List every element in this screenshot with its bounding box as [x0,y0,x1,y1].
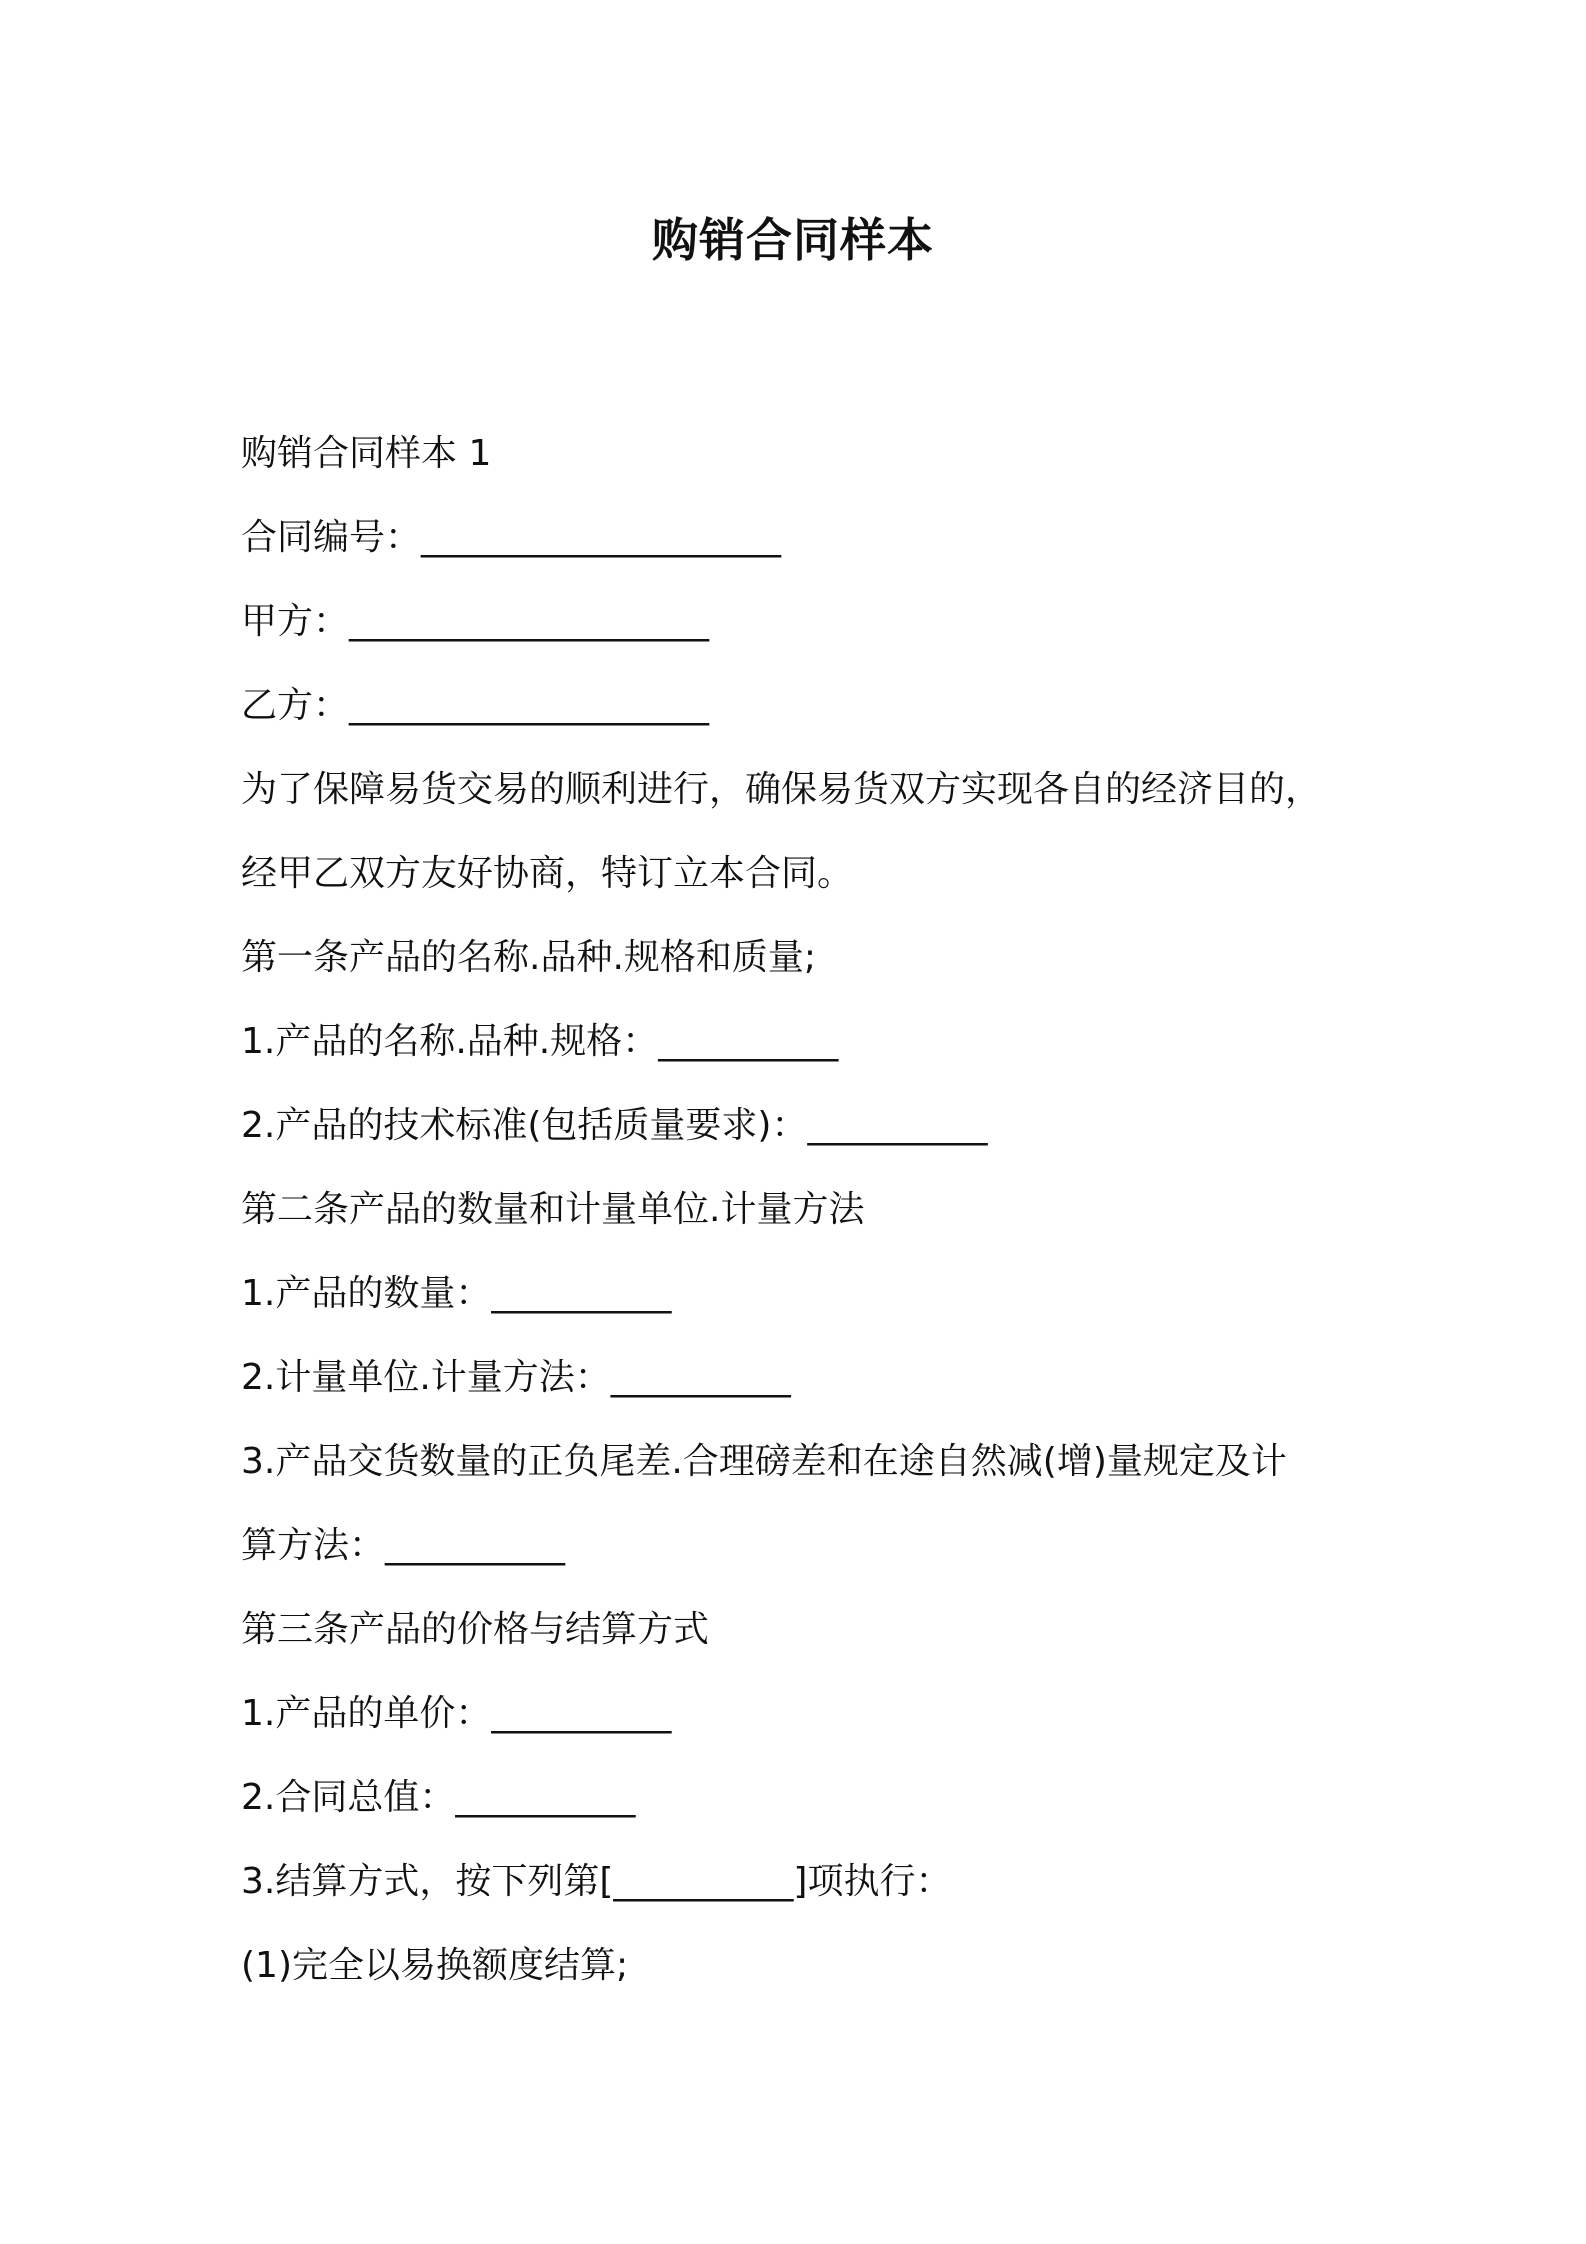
article-2-item-3-line-1: 3.产品交货数量的正负尾差.合理磅差和在途自然减(增)量规定及计 [241,1441,1287,1482]
preamble-line-1: 为了保障易货交易的顺利进行，确保易货双方实现各自的经济目的， [241,769,1322,810]
article-3-item-2: 2.合同总值：__________ [241,1777,636,1818]
article-3-item-3: 3.结算方式，按下列第[__________]项执行： [241,1861,952,1902]
article-2-item-2: 2.计量单位.计量方法：__________ [241,1357,791,1398]
section-heading: 购销合同样本 1 [241,433,492,474]
article-2-item-3-line-2: 算方法：__________ [241,1525,566,1566]
article-1-item-2: 2.产品的技术标准(包括质量要求)：__________ [241,1105,988,1146]
preamble-line-2: 经甲乙双方友好协商，特订立本合同。 [241,853,854,894]
article-3-item-1: 1.产品的单价：__________ [241,1693,672,1734]
party-a-field: 甲方：____________________ [241,601,710,642]
article-3-heading: 第三条产品的价格与结算方式 [241,1609,710,1650]
document-title: 购销合同样本 [652,213,934,267]
document-body [241,412,1381,2008]
article-2-heading: 第二条产品的数量和计量单位.计量方法 [241,1189,865,1230]
article-1-item-1: 1.产品的名称.品种.规格：__________ [241,1021,839,1062]
contract-number-field: 合同编号：____________________ [241,517,782,558]
article-3-option-1: (1)完全以易换额度结算; [241,1945,629,1986]
article-1-heading: 第一条产品的名称.品种.规格和质量; [241,937,817,978]
article-2-item-1: 1.产品的数量：__________ [241,1273,672,1314]
party-b-field: 乙方：____________________ [241,685,710,726]
